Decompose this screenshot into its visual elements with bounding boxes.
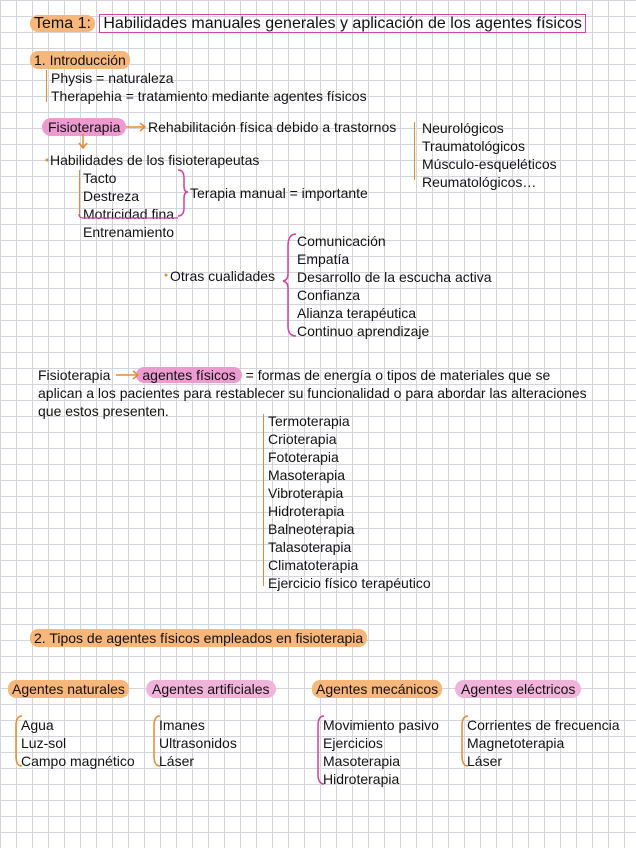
bracket [46,70,47,102]
quality-item: Comunicación [297,233,386,249]
agent-item: Láser [159,753,195,769]
arrow-icon [126,123,145,131]
disorder-item: Traumatológicos [422,138,525,154]
bracket [263,414,264,586]
quality-item: Empatía [297,251,350,267]
skill-item: Destreza [83,188,140,204]
others-label: Otras cualidades [170,268,276,284]
term-fisioterapia: Fisioterapia [42,118,126,136]
agent-item: Ultrasonidos [159,735,237,751]
section-heading-types: 2. Tipos de agentes físicos empleados en fisioterapia [30,629,367,647]
topic-label: Tema 1: [30,15,95,32]
skill-item: Motricidad fina [83,206,175,222]
agent-item: Hidroterapia [323,771,400,787]
skills-heading: Habilidades de los fisioterapeutas [50,152,260,168]
agent-item: Movimiento pasivo [323,717,439,733]
therapy-item: Fototerapia [268,449,339,465]
page-title: Habilidades manuales generales y aplicación de los agentes físicos [99,14,586,33]
therapy-item: Climatoterapia [268,557,359,573]
manual-skills-list [83,169,174,241]
therapy-item: Vibroterapia [268,485,344,501]
agent-item: Magnetoterapia [467,735,565,751]
therapy-item: Balneoterapia [268,521,355,537]
disorders-list [422,119,557,191]
agent-item: Corrientes de frecuencia [467,717,620,733]
intro-list [51,69,367,105]
fisio-definition: Rehabilitación física debido a trastornos [148,119,397,135]
agent-item: Ejercicios [323,735,383,751]
term-agentes-fisicos: agentes físicos [136,367,241,383]
column-title-naturales: Agentes naturales [8,680,129,698]
agents-definition-text: = formas de energía o tipos de materiales que se aplican a los pacientes para restablecer su funcionalidad o para abordar las alteraciones que estos presenten. [38,367,587,419]
intro-line: Therapehia = tratamiento mediante agentes físicos [51,88,367,104]
dot-icon [46,159,49,162]
quality-item: Continuo aprendizaje [297,323,430,339]
dot-icon [165,274,168,277]
bracket [79,170,80,216]
qualities-list [297,232,492,340]
therapy-item: Hidroterapia [268,503,345,519]
column-title-mecanicos: Agentes mecánicos [312,680,442,698]
quality-item: Desarrollo de la escucha activa [297,269,492,285]
agent-item: Campo magnético [21,753,135,769]
skill-item: Tacto [83,170,117,186]
bracket [414,122,415,180]
disorder-item: Neurológicos [422,120,504,136]
agent-item: Imanes [159,717,205,733]
manual-note: Terapia manual = importante [190,185,368,201]
quality-item: Alianza terapéutica [297,305,417,321]
disorder-item: Reumatológicos… [422,174,537,190]
list-mecanicos [323,716,439,788]
list-electricos [467,716,620,770]
therapy-item: Termoterapia [268,413,350,429]
agent-item: Láser [467,753,503,769]
column-title-electricos: Agentes eléctricos [455,680,581,698]
agent-item: Luz-sol [21,735,67,751]
column-title-artificiales: Agentes artificiales [146,680,276,698]
agent-item: Masoterapia [323,753,401,769]
curly-brace-icon [283,234,296,336]
curly-brace-icon [178,170,188,216]
disorder-item: Músculo-esqueléticos [422,156,557,172]
intro-line: Physis = naturaleza [51,70,174,86]
term-fisioterapia-2: Fisioterapia [38,367,111,383]
page-header [30,15,586,33]
quality-item: Confianza [297,287,361,303]
therapy-item: Masoterapia [268,467,346,483]
therapy-item: Talasoterapia [268,539,352,555]
section-heading-intro: 1. Introducción [30,51,130,69]
therapies-list [268,412,431,592]
agent-item: Agua [21,717,54,733]
skill-item: Entrenamiento [83,224,175,240]
list-artificiales [159,716,237,770]
down-arrow-icon [79,134,87,148]
list-naturales [21,716,135,770]
therapy-item: Crioterapia [268,431,337,447]
therapy-item: Ejercicio físico terapéutico [268,575,431,591]
